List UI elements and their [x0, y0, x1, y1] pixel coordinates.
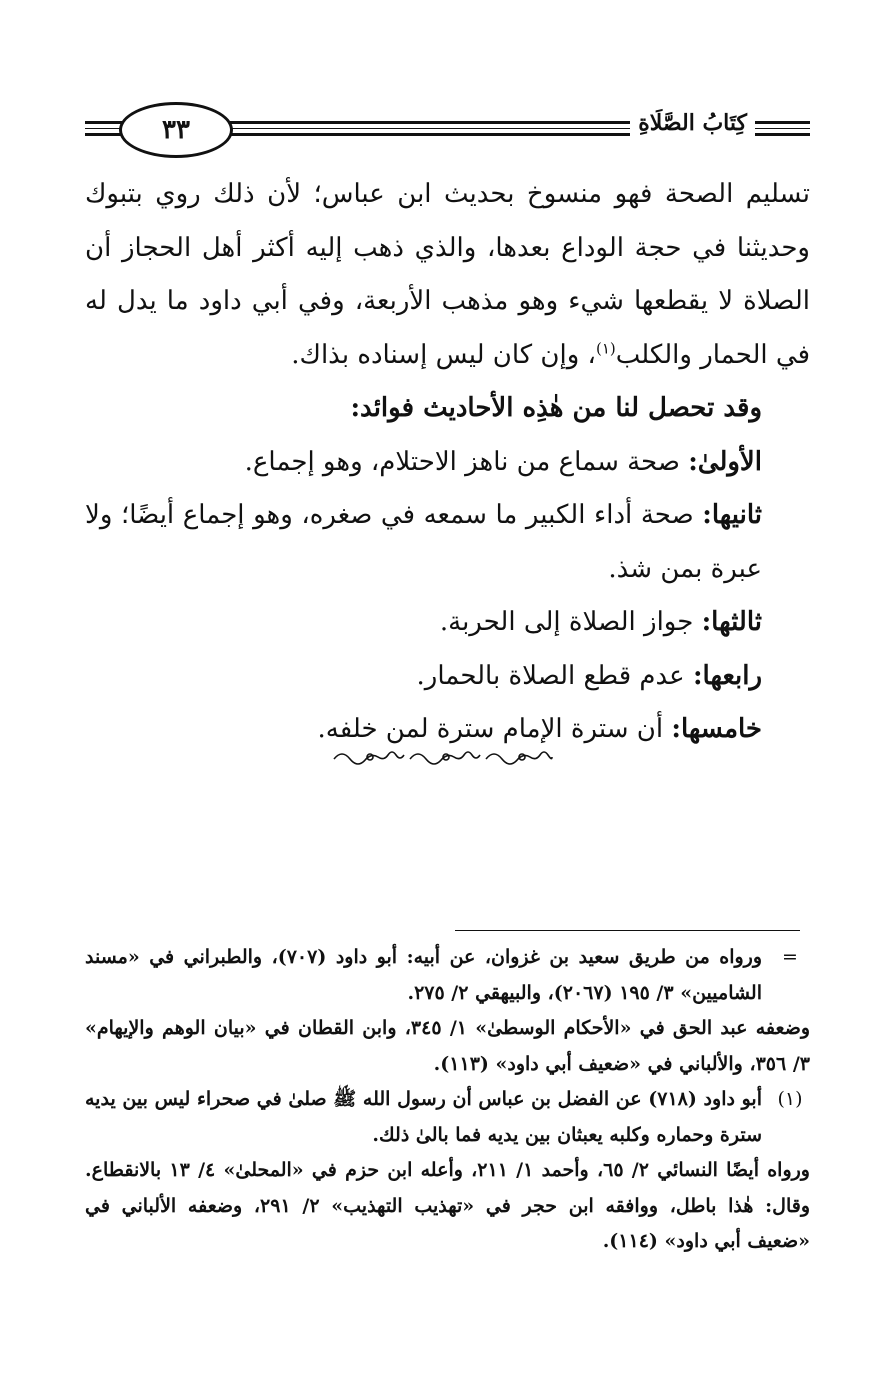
benefit-text: عدم قطع الصلاة بالحمار. [416, 660, 693, 691]
benefit-text: أن سترة الإمام سترة لمن خلفه. [317, 714, 672, 744]
footnote-paragraph: وضعفه عبد الحق في «الأحكام الوسطىٰ» ١/ ٣٤٥، وابن القطان في «بيان الوهم والإيهام» ٣/ ٣٥٦، والألباني في «ضعيف أبي داود» (١١٣). [85, 1017, 810, 1075]
footnote-separator [455, 930, 800, 931]
opening-text: تسليم الصحة فهو منسوخ بحديث ابن عباس؛ لأن ذلك روي بتبوك وحديثنا في حجة الوداع بعدها، والذي ذهب إليه أكثر أهل الحجاز أن الصلاة لا يقطعها شيء وهو مذهب الأربعة، وفي أبي داود ما يدل له في الحمار والكلب [85, 179, 810, 370]
benefit-text: صحة أداء الكبير ما سمعه في صغره، وهو إجماع أيضًا؛ ولا عبرة بمن شذ. [85, 500, 762, 584]
opening-paragraph [85, 168, 810, 382]
footnotes [85, 940, 810, 1260]
page-number-badge [119, 102, 233, 158]
benefit-item [85, 650, 810, 704]
footnote-number: (١) [777, 1088, 803, 1110]
benefit-label: خامسها: [671, 714, 762, 744]
benefit-item [85, 436, 810, 490]
page-number: ٣٣ [162, 115, 190, 145]
benefit-item [85, 489, 810, 596]
benefit-text: صحة سماع من ناهز الاحتلام، وهو إجماع. [244, 446, 689, 477]
footnote-1 [85, 1082, 810, 1153]
footnote-ref: (١) [595, 338, 616, 357]
benefit-label: ثانيها: [702, 500, 762, 530]
benefit-item [85, 596, 810, 650]
benefit-text: جواز الصلاة إلى الحربة. [439, 607, 702, 637]
benefits-intro: وقد تحصل لنا من هٰذِه الأحاديث فوائد: [350, 393, 762, 423]
main-text [85, 168, 810, 757]
page-header [85, 96, 810, 160]
chapter-title: كِتَابُ الصَّلَاةِ [630, 110, 755, 136]
footnote-paragraph: أبو داود (٧١٨) عن الفضل بن عباس أن رسول الله ﷺ صلىٰ في صحراء ليس بين يديه سترة وحماره وكلبه يعبثان بين يديه فما بالىٰ ذلك. [85, 1088, 762, 1146]
footnote-paragraph: ورواه أيضًا النسائي ٢/ ٦٥، وأحمد ١/ ٢١١، وأعله ابن حزم في «المحلىٰ» ٤/ ١٣ بالانقطاع. وقال: هٰذا باطل، ووافقه ابن حجر في «تهذيب التهذيب» ٢/ ٢٩١، وضعفه الألباني في «ضعيف أبي داود» (١١٤). [85, 1159, 810, 1252]
ornament-divider-icon [330, 745, 555, 769]
footnote-continuation [85, 940, 810, 1011]
footnote-paragraph: ورواه من طريق سعيد بن غزوان، عن أبيه: أبو داود (٧٠٧)، والطبراني في «مسند الشاميين» ٣/ ١٩٥ (٢٠٦٧)، والبيهقي ٢/ ٢٧٥. [85, 946, 763, 1004]
continuation-mark: = [782, 946, 798, 968]
benefit-label: الأولىٰ: [688, 446, 762, 477]
benefit-label: رابعها: [692, 660, 762, 691]
opening-text-end: ، وإن كان ليس إسناده بذاك. [291, 339, 596, 370]
benefit-label: ثالثها: [701, 607, 762, 637]
